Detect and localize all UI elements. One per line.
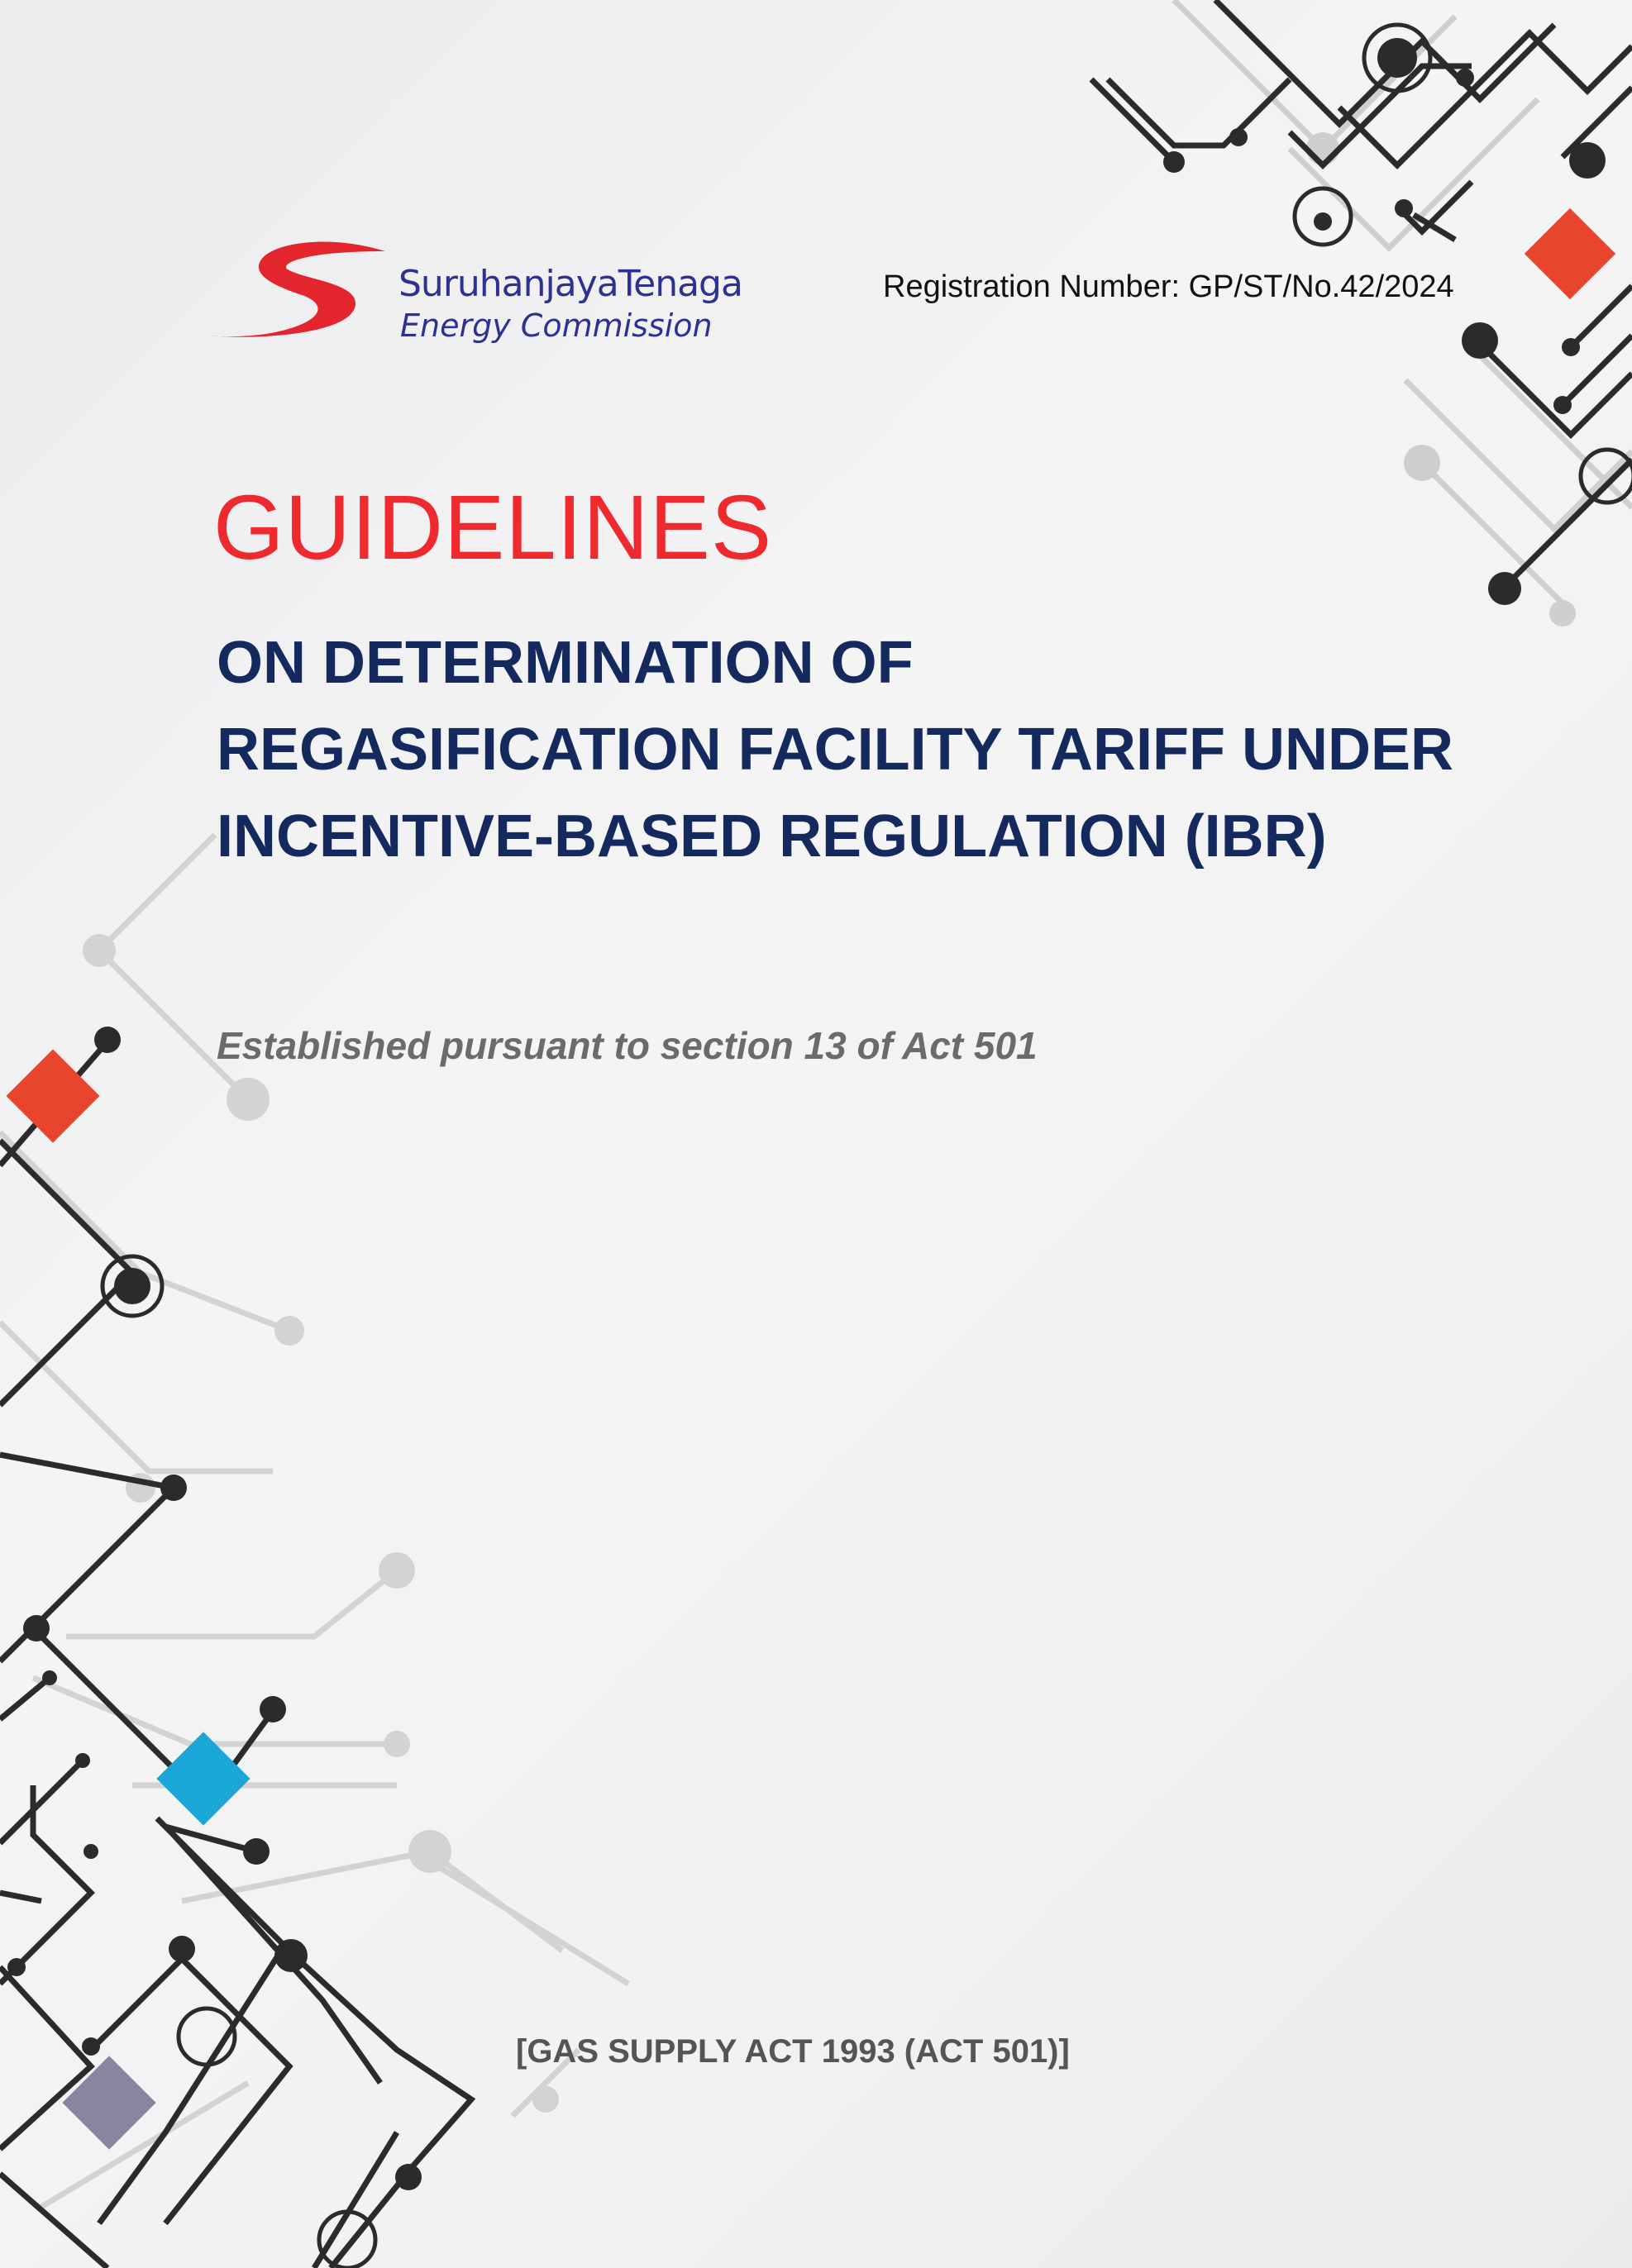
document-subtitle (217, 620, 1453, 880)
logo-name-english: Energy Commission (400, 307, 713, 344)
energy-commission-logo (208, 236, 754, 352)
registration-number: Registration Number: GP/ST/No.42/2024 (883, 269, 1454, 304)
swoosh-logo-icon (208, 236, 390, 344)
subtitle-line: REGASIFICATION FACILITY TARIFF UNDER (217, 717, 1453, 783)
logo-name-malay: SuruhanjayaTenaga (398, 263, 742, 305)
subtitle-line: ON DETERMINATION OF (217, 630, 914, 696)
act-reference: [GAS SUPPLY ACT 1993 (ACT 501)] (516, 2033, 1070, 2070)
document-title: GUIDELINES (213, 477, 773, 579)
subtitle-line: INCENTIVE-BASED REGULATION (IBR) (217, 803, 1327, 870)
violet-diamond (62, 2056, 155, 2149)
established-statement: Established pursuant to section 13 of Act 501 (217, 1024, 1038, 1067)
